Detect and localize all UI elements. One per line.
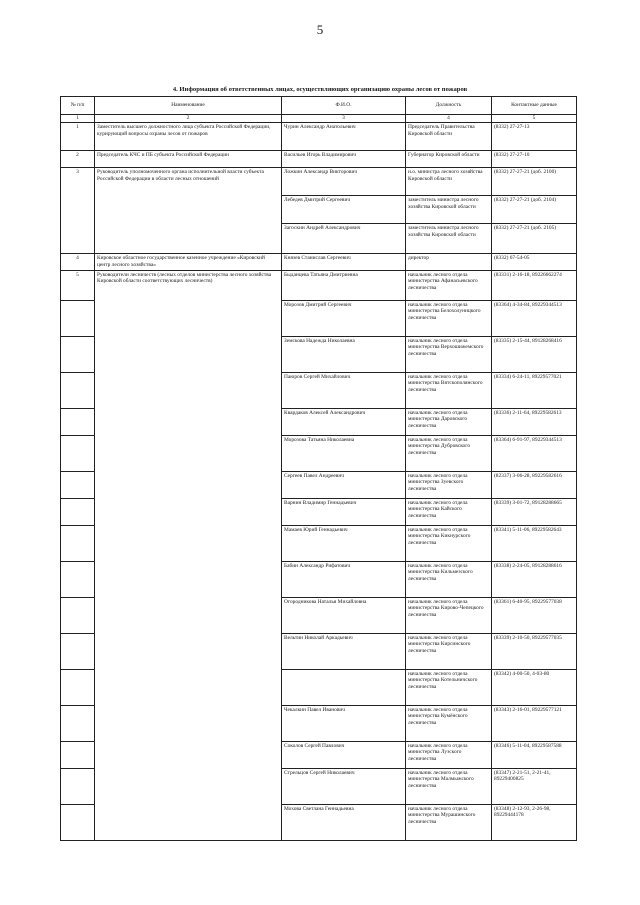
row-position: начальник лесного отдела министерства Мурашинского лесничества <box>406 804 492 840</box>
row-fio: Паюров Сергей Михайлович <box>282 372 406 408</box>
row-contacts: (82337) 3-06-28, 89229582616 <box>492 471 577 498</box>
row-number: 1 <box>61 123 95 151</box>
row-name: Кировское областное государственное казенное учреждение «Кировский центр лесного хозяйства» <box>95 254 282 271</box>
row-position: начальник лесного отдела министерства Кильмезского лесничества <box>406 561 492 597</box>
row-number <box>61 804 95 840</box>
row-contacts: (83348) 2-12-93, 2-26-98, 89229444178 <box>492 804 577 840</box>
row-contacts: (83341) 5-11-06, 89229582643 <box>492 525 577 561</box>
row-fio: Васильев Игорь Владимирович <box>282 151 406 168</box>
row-position: начальник лесного отдела министерства Белохолуницкого лесничества <box>406 300 492 336</box>
row-contacts: (83339) 2-10-50, 89229577035 <box>492 633 577 669</box>
row-number <box>61 561 95 597</box>
row-contacts: (83364) 4-34-84, 89229344513 <box>492 300 577 336</box>
row-number <box>61 741 95 768</box>
row-number <box>61 408 95 435</box>
row-fio: Земскова Надежда Николаевна <box>282 336 406 372</box>
row-position: начальник лесного отдела министерства Малмыжского лесничества <box>406 768 492 804</box>
row-fio: Чекалкин Павел Иванович <box>282 705 406 741</box>
row-contacts: (83364) 6-91-97, 89229344513 <box>492 435 577 471</box>
row-position: начальник лесного отдела министерства Кумёнского лесничества <box>406 705 492 741</box>
row-number <box>61 705 95 741</box>
header-contacts: Контактные данные <box>492 97 577 115</box>
table-header-row <box>61 97 577 115</box>
row-fio: Квардаков Алексей Александрович <box>282 408 406 435</box>
row-number <box>61 669 95 705</box>
section-title: 4. Информация об ответственных лицах, осуществляющих организацию охраны лесов от пожаров <box>172 86 468 93</box>
row-position: начальник лесного отдела министерства Кайского лесничества <box>406 498 492 525</box>
row-number <box>61 435 95 471</box>
column-number: 2 <box>95 115 282 123</box>
row-fio: Бабин Александр Рифатович <box>282 561 406 597</box>
row-fio: Вельтин Николай Аркадьевич <box>282 633 406 669</box>
row-number <box>61 768 95 804</box>
row-contacts: (8332) 27-27-10 <box>492 151 577 168</box>
table-row <box>61 151 577 168</box>
row-fio: Сергеев Павел Андреевич <box>282 471 406 498</box>
row-fio: Мохова Светлана Геннадьевна <box>282 804 406 840</box>
row-contacts: (83346) 5-11-04, 89229587588 <box>492 741 577 768</box>
header-fio: Ф.И.О. <box>282 97 406 115</box>
row-position: начальник лесного отдела министерства Лузского лесничества <box>406 741 492 768</box>
row-number: 4 <box>61 254 95 271</box>
row-fio: Стрельцов Сергей Николаевич <box>282 768 406 804</box>
row-position: начальник лесного отдела министерства Дубровского лесничества <box>406 435 492 471</box>
column-number: 1 <box>61 115 95 123</box>
row-position: Председатель Правительства Кировской области <box>406 123 492 151</box>
row-contacts: (83361) 6-40-95, 89229577038 <box>492 597 577 633</box>
row-position: начальник лесного отдела министерства Котельничского лесничества <box>406 669 492 705</box>
row-number <box>61 300 95 336</box>
row-position: заместитель министра лесного хозяйства Кировской области <box>406 196 492 224</box>
table-row <box>61 168 577 196</box>
row-fio: Мамаев Юрий Геннадьевич <box>282 525 406 561</box>
row-position: начальник лесного отдела министерства Афанасьевского лесничества <box>406 270 492 300</box>
row-fio: Ложкин Александр Викторович <box>282 168 406 196</box>
row-position: начальник лесного отдела министерства Вятскополянского лесничества <box>406 372 492 408</box>
header-num: № п/п <box>61 97 95 115</box>
row-number <box>61 498 95 525</box>
row-position: начальник лесного отдела министерства Кирово-Чепецкого лесничества <box>406 597 492 633</box>
row-position: начальник лесного отдела министерства Кирсинского лесничества <box>406 633 492 669</box>
row-number: 5 <box>61 270 95 300</box>
table-row <box>61 123 577 151</box>
row-name: Руководители лесничеств (лесных отделов министерства лесного хозяйства Кировской области соответствующих лесничеств) <box>95 270 282 840</box>
row-position: начальник лесного отдела министерства Даровского лесничества <box>406 408 492 435</box>
row-name: Председатель КЧС и ПБ субъекта Российской Федерации <box>95 151 282 168</box>
row-position: начальник лесного отдела министерства Кикнурского лесничества <box>406 525 492 561</box>
column-number: 4 <box>406 115 492 123</box>
row-contacts: (83336) 2-11-64, 89229582613 <box>492 408 577 435</box>
row-position: директор <box>406 254 492 271</box>
header-name: Наименование <box>95 97 282 115</box>
table-row <box>61 254 577 271</box>
row-number <box>61 597 95 633</box>
row-contacts: (8332) 27-27-13 <box>492 123 577 151</box>
row-contacts: (83334) 6-24-11, 89229577021 <box>492 372 577 408</box>
row-contacts: (8332) 27-27-21 (доб. 2105) <box>492 224 577 254</box>
row-contacts: (8332) 67-54-05 <box>492 254 577 271</box>
row-number <box>61 336 95 372</box>
row-position: начальник лесного отдела министерства Верхошижемского лесничества <box>406 336 492 372</box>
responsible-persons-table <box>60 96 577 841</box>
row-contacts: (83335) 2-15-44, 89128268416 <box>492 336 577 372</box>
column-number: 3 <box>282 115 406 123</box>
row-fio: Огородникова Наталья Михайловна <box>282 597 406 633</box>
row-fio: Морозов Дмитрий Сергеевич <box>282 300 406 336</box>
row-fio: Князев Станислав Сергеевич <box>282 254 406 271</box>
row-contacts: (83343) 2-16-01, 89229577121 <box>492 705 577 741</box>
row-position: Губернатор Кировской области <box>406 151 492 168</box>
row-contacts: (8332) 27-27-21 (доб. 2104) <box>492 196 577 224</box>
column-number: 5 <box>492 115 577 123</box>
row-fio: Морозова Татьяна Николаевна <box>282 435 406 471</box>
row-contacts: (83339) 3-01-72, 89128288665 <box>492 498 577 525</box>
column-number-row <box>61 115 577 123</box>
row-fio: Лебедев Дмитрий Сергеевич <box>282 196 406 224</box>
row-position: заместитель министра лесного хозяйства Кировской области <box>406 224 492 254</box>
row-fio: Варнин Владимир Геннадьевич <box>282 498 406 525</box>
row-number <box>61 633 95 669</box>
row-fio: Быданцева Татьяна Дмитриевна <box>282 270 406 300</box>
row-contacts: (83347) 2-21-51, 2-21-41, 89229400825 <box>492 768 577 804</box>
page-number: 5 <box>316 22 324 37</box>
row-fio: Загоскин Андрей Александрович <box>282 224 406 254</box>
row-name: Руководитель уполномоченного органа исполнительной власти субъекта Российской Федерации в области лесных отношений <box>95 168 282 254</box>
row-contacts: (8332) 27-27-21 (доб. 2100) <box>492 168 577 196</box>
row-contacts: (83342) 4-00-50, 4-03-80 <box>492 669 577 705</box>
row-name: Заместитель высшего должностного лица субъекта Российской Федерации, курирующий вопросы охраны лесов от пожаров <box>95 123 282 151</box>
table-row <box>61 270 577 300</box>
row-fio: Соколов Сергей Павлович <box>282 741 406 768</box>
row-fio: Чурин Александр Анатольевич <box>282 123 406 151</box>
row-number <box>61 372 95 408</box>
row-position: и.о. министра лесного хозяйства Кировской области <box>406 168 492 196</box>
row-fio <box>282 669 406 705</box>
row-position: начальник лесного отдела министерства Зуевского лесничества <box>406 471 492 498</box>
row-number: 3 <box>61 168 95 254</box>
row-number <box>61 471 95 498</box>
row-number: 2 <box>61 151 95 168</box>
row-number <box>61 525 95 561</box>
row-contacts: (83338) 2-24-05, 89128288616 <box>492 561 577 597</box>
header-position: Должность <box>406 97 492 115</box>
row-contacts: (83331) 2-16-18, 89226662274 <box>492 270 577 300</box>
